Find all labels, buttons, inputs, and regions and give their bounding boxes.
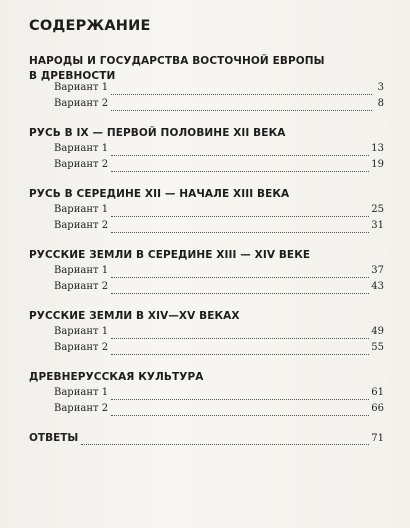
entry-page-number: 66 (371, 403, 384, 414)
section-title-line: РУСЬ В СЕРЕДИНЕ XII — НАЧАЛЕ XIII ВЕКА (29, 188, 290, 200)
entry-page-number: 37 (371, 265, 384, 276)
toc-entry[interactable] (54, 387, 384, 403)
section-title-line: РУСЬ В IX — ПЕРВОЙ ПОЛОВИНЕ XII ВЕКА (29, 127, 286, 139)
dot-leader (81, 443, 369, 445)
dot-leader (111, 93, 372, 95)
section-title-line: В ДРЕВНОСТИ (29, 70, 116, 82)
entry-label: Вариант 2 (54, 220, 109, 231)
toc-entry[interactable] (54, 326, 384, 342)
section-title-rus-ix-xii (29, 126, 379, 141)
dot-leader (111, 154, 369, 156)
toc-entry[interactable] (54, 143, 384, 159)
dot-leader (111, 215, 369, 217)
toc-entry[interactable] (54, 98, 384, 114)
entry-page-number: 31 (371, 220, 384, 231)
entry-label: Вариант 2 (54, 281, 109, 292)
toc-entry[interactable] (54, 159, 384, 175)
dot-leader (111, 231, 369, 233)
toc-entry-answers[interactable] (29, 432, 384, 448)
toc-entry[interactable] (54, 342, 384, 358)
entry-label: Вариант 2 (54, 403, 109, 414)
toc-entry[interactable] (54, 403, 384, 419)
section-title-line: ДРЕВНЕРУССКАЯ КУЛЬТУРА (29, 371, 204, 383)
entry-page-number: 19 (371, 159, 384, 170)
dot-leader (111, 398, 369, 400)
entry-label: Вариант 1 (54, 143, 109, 154)
toc-entry[interactable] (54, 220, 384, 236)
section-title-russian-lands-xiv-xv (29, 309, 379, 324)
entry-label: Вариант 1 (54, 387, 109, 398)
entry-page-number: 49 (371, 326, 384, 337)
section-title-ancient-peoples (29, 54, 379, 84)
entry-page-number: 61 (371, 387, 384, 398)
toc-entry[interactable] (54, 265, 384, 281)
answers-label: ОТВЕТЫ (29, 432, 79, 444)
dot-leader (111, 109, 372, 111)
page-title: СОДЕРЖАНИЕ (29, 18, 151, 34)
entry-label: Вариант 1 (54, 265, 109, 276)
toc-entry[interactable] (54, 204, 384, 220)
entry-page-number: 3 (377, 82, 384, 93)
dot-leader (111, 170, 369, 172)
dot-leader (111, 414, 369, 416)
entry-page-number: 25 (371, 204, 384, 215)
entry-label: Вариант 2 (54, 342, 109, 353)
entry-page-number: 8 (377, 98, 384, 109)
entry-label: Вариант 2 (54, 98, 109, 109)
entry-label: Вариант 2 (54, 159, 109, 170)
toc-entry[interactable] (54, 281, 384, 297)
dot-leader (111, 337, 369, 339)
entry-page-number: 71 (371, 433, 384, 444)
section-title-line: НАРОДЫ И ГОСУДАРСТВА ВОСТОЧНОЙ ЕВРОПЫ (29, 55, 325, 67)
dot-leader (111, 276, 369, 278)
section-title-rus-xii-xiii (29, 187, 379, 202)
section-title-russian-lands-xiii-xiv (29, 248, 379, 263)
entry-page-number: 13 (371, 143, 384, 154)
entry-page-number: 55 (371, 342, 384, 353)
entry-label: Вариант 1 (54, 326, 109, 337)
section-title-line: РУССКИЕ ЗЕМЛИ В СЕРЕДИНЕ XIII — XIV ВЕКЕ (29, 249, 311, 261)
entry-label: Вариант 1 (54, 82, 109, 93)
dot-leader (111, 292, 369, 294)
section-title-old-russian-culture (29, 370, 379, 385)
entry-label: Вариант 1 (54, 204, 109, 215)
toc-entry[interactable] (54, 82, 384, 98)
dot-leader (111, 353, 369, 355)
entry-page-number: 43 (371, 281, 384, 292)
section-title-line: РУССКИЕ ЗЕМЛИ В XIV—XV ВЕКАХ (29, 310, 240, 322)
